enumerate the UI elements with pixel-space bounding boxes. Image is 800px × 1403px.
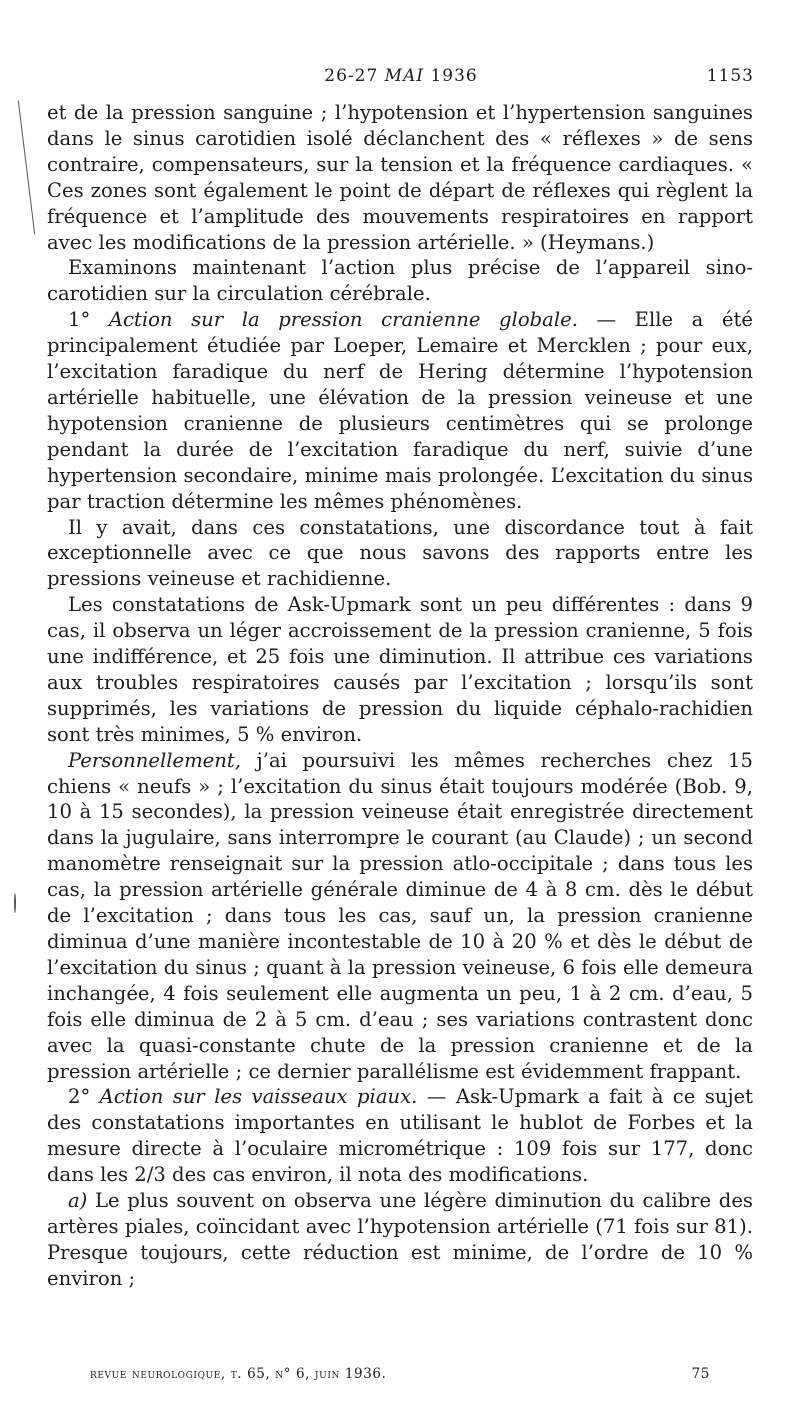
paragraph-6-text: j’ai poursuivi les mêmes recherches chez 15 chiens « neufs » ; l’excitation du sinus était toujours modérée (Bob. 9, 10 à 15 secondes), la pression veineuse était enregistrée directement dans la jugulaire, sans interrompre le courant (au Claude) ; un second manomètre renseignait sur la pression atlo-occipitale ; dans tous les cas, la pression artérielle générale diminue de 4 à 8 cm. dès le début de l’excitation ; dans tous les cas, sauf un, la pression cranienne diminua d’une manière incontestable de 10 à 20 % et dès le début de l’excitation du sinus ; quant à la pression veineuse, 6 fois elle demeura inchangée, 4 fois seulement elle augmenta un peu, 1 à 2 cm. d’eau, 5 fois elle diminua de 2 à 5 cm. d’eau ; ses variations contrastent donc avec la quasi-constante chute de la pression cranienne et de la pression artérielle ; ce dernier parallélisme est évidemment frappant. <box>47 748 753 1083</box>
section-title-pression-cranienne: Action sur la pression cranienne globale. <box>108 308 578 332</box>
signature-number: 75 <box>691 1366 710 1382</box>
page-footer <box>90 1366 710 1388</box>
paragraph-1-text: et de la pression sanguine ; l’hypotension et l’hypertension sanguines dans le sinus carotidien isolé déclanchent des « réflexes » de sens contraire, compensateurs, sur la tension et la fréquence cardiaques. « Ces zones sont également le point de départ de réflexes qui règlent la fréquence et l’amplitude des mouvements respiratoires en rapport avec les modifications de la pression artérielle. » (Heymans.) <box>47 101 753 254</box>
journal-citation: revue neurologique, t. 65, n° 6, juin 1936. <box>90 1366 387 1382</box>
running-header <box>48 66 754 90</box>
paragraph-7-lead: 2° <box>68 1085 100 1109</box>
body-text <box>47 100 753 1292</box>
margin-bracket-mark <box>14 893 16 913</box>
paragraph-3-lead: 1° <box>68 308 109 332</box>
paragraph-5 <box>47 592 753 747</box>
paragraph-3-text: — Elle a été principalement étudiée par Loeper, Lemaire et Mercklen ; pour eux, l’excitation faradique du nerf de Hering détermine l’hypotension artérielle habituelle, une élévation de la pression veineuse et une hypotension cranienne de plusieurs centimètres qui se prolonge pendant la durée de l’excitation faradique du nerf, suivie d’une hypertension secondaire, minime mais prolongée. L’excitation du sinus par traction détermine les mêmes phénomènes. <box>47 308 753 513</box>
paragraph-6-italic: Personnellement, <box>68 748 241 772</box>
header-date-days: 26-27 <box>324 66 379 86</box>
paragraph-7 <box>47 1084 753 1188</box>
paragraph-6 <box>47 748 753 1085</box>
paragraph-8-text: Le plus souvent on observa une légère diminution du calibre des artères piales, coïncidant avec l’hypotension artérielle (71 fois sur 81). Presque toujours, cette réduction est minime, de l’ordre de 10 % environ ; <box>47 1189 753 1290</box>
header-date <box>48 66 754 86</box>
list-marker-a: a) <box>68 1189 88 1213</box>
paragraph-8 <box>47 1188 753 1292</box>
paragraph-3 <box>47 307 753 514</box>
section-title-vaisseaux-piaux: Action sur les vaisseaux piaux. <box>99 1085 418 1109</box>
paragraph-5-text: Les constatations de Ask-Upmark sont un peu différentes : dans 9 cas, il observa un léger accroissement de la pression cranienne, 5 fois une indifférence, et 25 fois une diminution. Il attribue ces variations aux troubles respiratoires causés par l’excitation ; lorsqu’ils sont supprimés, les variations de pression du liquide céphalo-rachidien sont très minimes, 5 % environ. <box>47 593 753 746</box>
page-number: 1153 <box>706 66 754 86</box>
paragraph-4 <box>47 515 753 593</box>
paragraph-1 <box>47 100 753 255</box>
paragraph-7-text: — Ask-Upmark a fait à ce sujet des constatations importantes en utilisant le hublot de Forbes et la mesure directe à l’oculaire micrométrique : 109 fois sur 177, donc dans les 2/3 des cas environ, il nota des modifications. <box>47 1085 753 1187</box>
header-date-year: 1936 <box>430 66 478 86</box>
paragraph-4-text: Il y avait, dans ces constatations, une discordance tout à fait exceptionnelle avec ce que nous savons des rapports entre les pressions veineuse et rachidienne. <box>47 515 753 591</box>
margin-pencil-mark <box>18 100 35 234</box>
paragraph-2-text: Examinons maintenant l’action plus précise de l’appareil sino-carotidien sur la circulation cérébrale. <box>47 256 753 306</box>
paragraph-2 <box>47 255 753 307</box>
header-date-month: MAI <box>384 66 425 86</box>
